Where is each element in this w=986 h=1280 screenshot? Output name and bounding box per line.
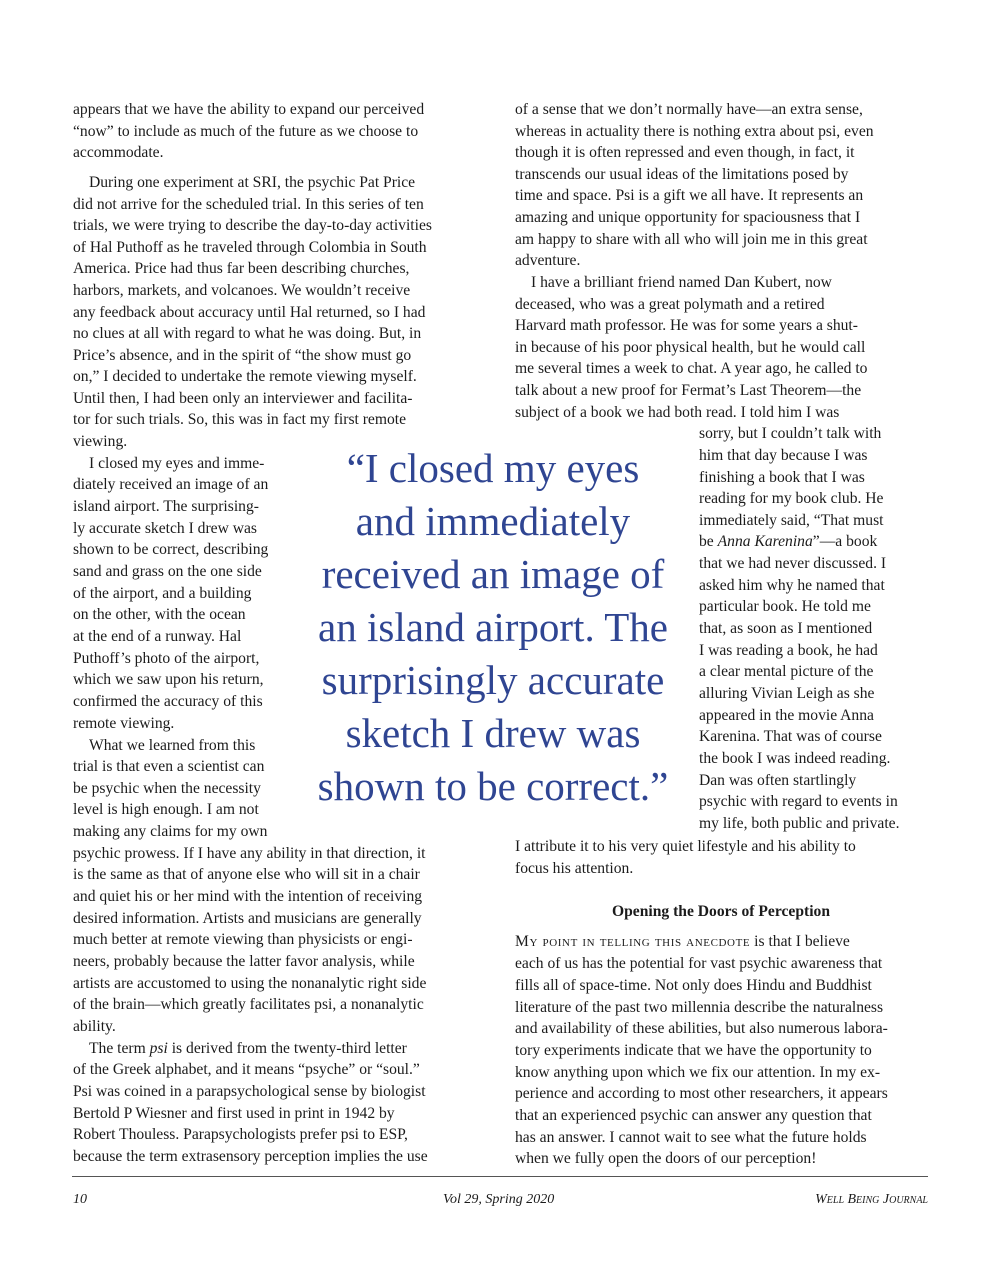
body-line: my life, both public and private. bbox=[699, 815, 900, 832]
body-line: him that day because I was bbox=[699, 447, 868, 464]
body-line: I have a brilliant friend named Dan Kubert, now bbox=[531, 274, 832, 291]
body-line: I closed my eyes and imme- bbox=[89, 455, 265, 472]
body-line: making any claims for my own bbox=[73, 823, 268, 840]
body-line: artists are accustomed to using the nonanalytic right side bbox=[73, 975, 427, 992]
body-line: time and space. Psi is a gift we all have. It represents an bbox=[515, 187, 864, 204]
body-line: Price’s absence, and in the spirit of “the show must go bbox=[73, 347, 412, 364]
body-line: I was reading a book, he had bbox=[699, 642, 878, 659]
body-line: though it is often repressed and even though, in fact, it bbox=[515, 144, 855, 161]
body-line: be Anna Karenina”—a book bbox=[699, 533, 878, 550]
body-line: of the brain—which greatly facilitates psi, a nonanalytic bbox=[73, 996, 424, 1013]
body-line: Karenina. That was of course bbox=[699, 728, 882, 745]
lead-in-rest: is that I believe bbox=[750, 933, 850, 950]
body-line: at the end of a runway. Hal bbox=[73, 628, 242, 645]
body-line: psychic prowess. If I have any ability in that direction, it bbox=[73, 845, 426, 862]
body-line: Until then, I had been only an interviewer and facilita- bbox=[73, 390, 413, 407]
body-line: ability. bbox=[73, 1018, 116, 1035]
body-line: the book I was indeed reading. bbox=[699, 750, 891, 767]
body-line: on the other, with the ocean bbox=[73, 606, 246, 623]
body-line: amazing and unique opportunity for spaciousness that I bbox=[515, 209, 861, 226]
body-line: harbors, markets, and volcanoes. We wouldn’t receive bbox=[73, 282, 411, 299]
pull-quote-line: an island airport. The bbox=[318, 604, 668, 650]
pull-quote-line: received an image of bbox=[321, 551, 665, 597]
body-line: tor for such trials. So, this was in fact my first remote bbox=[73, 411, 407, 428]
body-line: am happy to share with all who will join me in this great bbox=[515, 231, 868, 248]
body-line: when we fully open the doors of our perception! bbox=[515, 1150, 817, 1167]
body-line: ly accurate sketch I drew was bbox=[73, 520, 258, 537]
body-line: asked him why he named that bbox=[699, 577, 885, 594]
body-line: America. Price had thus far been describing churches, bbox=[73, 260, 410, 277]
body-line: and availability of these abilities, but also numerous labora- bbox=[515, 1020, 888, 1037]
pull-quote-line: and immediately bbox=[355, 498, 631, 544]
body-line: “now” to include as much of the future as we choose to bbox=[73, 123, 419, 140]
pull-quote-line: “I closed my eyes bbox=[346, 445, 640, 491]
body-line: know anything upon which we fix our attention. In my ex- bbox=[515, 1064, 881, 1081]
body-line: confirmed the accuracy of this bbox=[73, 693, 263, 710]
body-line: trial is that even a scientist can bbox=[73, 758, 265, 775]
body-line: of the airport, and a building bbox=[73, 585, 252, 602]
body-line: Dan was often startlingly bbox=[699, 772, 857, 789]
issue-label: Vol 29, Spring 2020 bbox=[443, 1192, 555, 1207]
body-line: immediately said, “That must bbox=[699, 512, 884, 529]
body-line: The term psi is derived from the twenty-third letter bbox=[89, 1040, 407, 1057]
body-line: that we had never discussed. I bbox=[699, 555, 887, 572]
body-line: diately received an image of an bbox=[73, 476, 269, 493]
body-line: Psi was coined in a parapsychological sense by biologist bbox=[73, 1083, 426, 1100]
body-line: each of us has the potential for vast psychic awareness that bbox=[515, 955, 883, 972]
body-line: be psychic when the necessity bbox=[73, 780, 261, 797]
body-line: of Hal Puthoff as he traveled through Colombia in South bbox=[73, 239, 427, 256]
body-line: focus his attention. bbox=[515, 860, 634, 877]
body-line: island airport. The surprising- bbox=[73, 498, 259, 515]
body-line: did not arrive for the scheduled trial. In this series of ten bbox=[73, 196, 424, 213]
body-line: no clues at all with regard to what he was doing. But, in bbox=[73, 325, 422, 342]
body-line: of the Greek alphabet, and it means “psyche” or “soul.” bbox=[73, 1061, 420, 1078]
body-line: whereas in actuality there is nothing extra about psi, even bbox=[515, 123, 874, 140]
body-line: in because of his poor physical health, but he would call bbox=[515, 339, 866, 356]
body-line: accommodate. bbox=[73, 144, 164, 161]
body-line: me several times a week to chat. A year ago, he called to bbox=[515, 360, 868, 377]
body-line: talk about a new proof for Fermat’s Last Theorem—the bbox=[515, 382, 862, 399]
body-line: Robert Thouless. Parapsychologists prefer psi to ESP, bbox=[73, 1126, 408, 1143]
body-line: literature of the past two millennia describe the naturalness bbox=[515, 999, 884, 1016]
body-line: fills all of space-time. Not only does Hindu and Buddhist bbox=[515, 977, 872, 994]
body-line: reading for my book club. He bbox=[699, 490, 884, 507]
body-line: psychic with regard to events in bbox=[699, 793, 898, 810]
body-line: particular book. He told me bbox=[699, 598, 871, 615]
body-line: alluring Vivian Leigh as she bbox=[699, 685, 875, 702]
body-line: that an experienced psychic can answer any question that bbox=[515, 1107, 872, 1124]
body-line: has an answer. I cannot wait to see what the future holds bbox=[515, 1129, 867, 1146]
body-line: finishing a book that I was bbox=[699, 469, 865, 486]
body-line bbox=[515, 931, 850, 953]
body-line: trials, we were trying to describe the day-to-day activities bbox=[73, 217, 432, 234]
body-line: perience and according to most other researchers, it appears bbox=[515, 1085, 888, 1102]
pull-quote-line: sketch I drew was bbox=[345, 710, 641, 756]
body-line: because the term extrasensory perception implies the use bbox=[73, 1148, 428, 1165]
body-line: that, as soon as I mentioned bbox=[699, 620, 873, 637]
body-line: Puthoff’s photo of the airport, bbox=[73, 650, 260, 667]
footer-rule bbox=[72, 1176, 928, 1177]
body-line: much better at remote viewing than physicists or engi- bbox=[73, 931, 413, 948]
body-line: remote viewing. bbox=[73, 715, 175, 732]
body-line: subject of a book we had both read. I told him I was bbox=[515, 404, 840, 421]
body-line: appears that we have the ability to expand our perceived bbox=[73, 101, 425, 118]
publication-title: Well Being Journal bbox=[815, 1192, 928, 1207]
body-line: desired information. Artists and musicians are generally bbox=[73, 910, 422, 927]
page-number: 10 bbox=[73, 1192, 87, 1207]
body-line: Bertold P Wiesner and first used in print in 1942 by bbox=[73, 1105, 395, 1122]
body-line: which we saw upon his return, bbox=[73, 671, 264, 688]
body-line: any feedback about accuracy until Hal returned, so I had bbox=[73, 304, 426, 321]
body-line: shown to be correct, describing bbox=[73, 541, 269, 558]
body-line: I attribute it to his very quiet lifestyle and his ability to bbox=[515, 838, 856, 855]
body-line: deceased, who was a great polymath and a retired bbox=[515, 296, 825, 313]
body-line: level is high enough. I am not bbox=[73, 801, 259, 818]
pull-quote-line: shown to be correct.” bbox=[317, 763, 669, 809]
body-line: and quiet his or her mind with the intention of receiving bbox=[73, 888, 423, 905]
pull-quote-line: surprisingly accurate bbox=[321, 657, 665, 703]
body-line: of a sense that we don’t normally have—an extra sense, bbox=[515, 101, 863, 118]
body-line: viewing. bbox=[73, 433, 128, 450]
body-line: Harvard math professor. He was for some years a shut- bbox=[515, 317, 858, 334]
body-line: sorry, but I couldn’t talk with bbox=[699, 425, 882, 442]
body-line: What we learned from this bbox=[89, 737, 256, 754]
body-line: appeared in the movie Anna bbox=[699, 707, 874, 724]
body-line: During one experiment at SRI, the psychic Pat Price bbox=[89, 174, 416, 191]
body-line: adventure. bbox=[515, 252, 581, 269]
body-line: transcends our usual ideas of the limitations posed by bbox=[515, 166, 849, 183]
lead-in-small-caps: My point in telling this anecdote bbox=[515, 933, 751, 950]
section-heading: Opening the Doors of Perception bbox=[611, 903, 830, 920]
body-line: is the same as that of anyone else who will sit in a chair bbox=[73, 866, 420, 883]
body-line: on,” I decided to undertake the remote viewing myself. bbox=[73, 368, 417, 385]
body-line: a clear mental picture of the bbox=[699, 663, 874, 680]
body-line: tory experiments indicate that we have the opportunity to bbox=[515, 1042, 872, 1059]
body-line: neers, probably because the latter favor analysis, while bbox=[73, 953, 415, 970]
body-line: sand and grass on the one side bbox=[73, 563, 262, 580]
